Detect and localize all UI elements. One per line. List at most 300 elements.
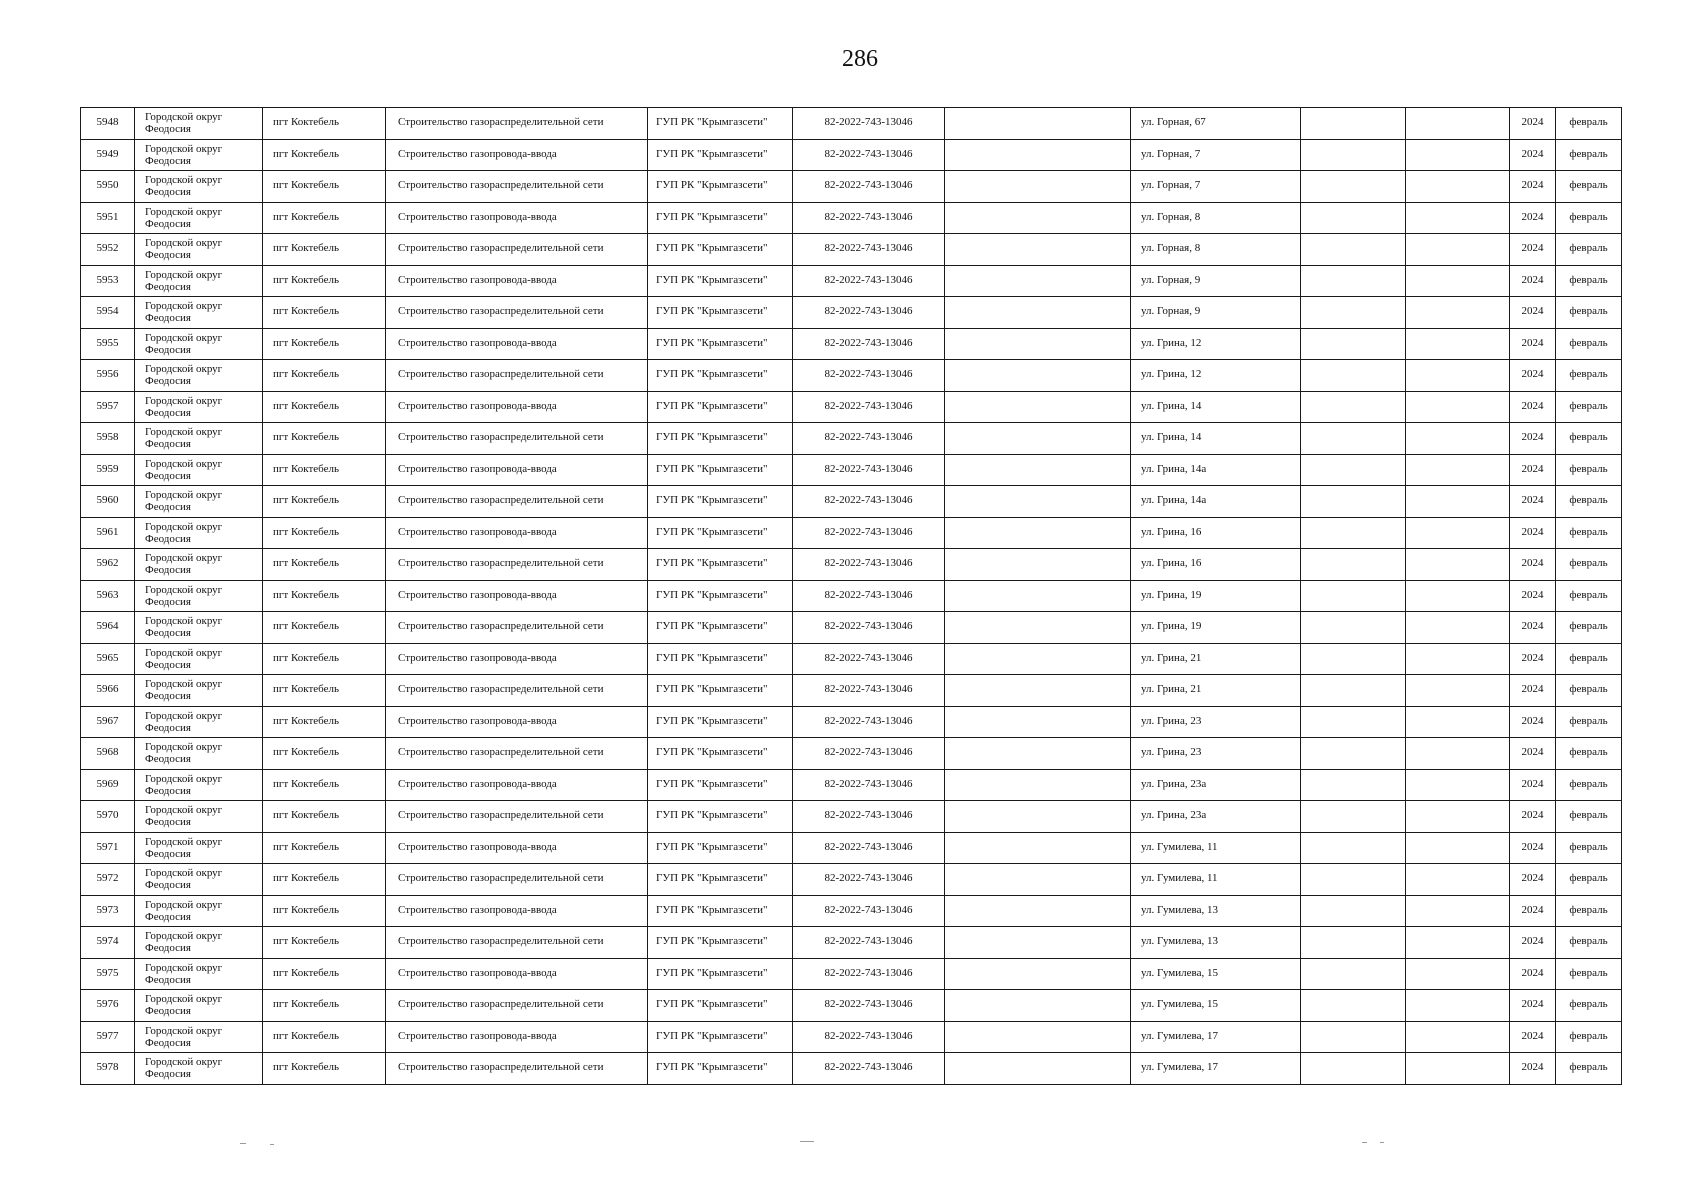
empty-cell (1301, 990, 1406, 1022)
district-cell: Городской округ Феодосия (135, 1021, 263, 1053)
district-cell: Городской округ Феодосия (135, 139, 263, 171)
work-type-cell: Строительство газопровода-ввода (386, 202, 648, 234)
address-cell: ул. Горная, 9 (1131, 265, 1301, 297)
district-cell: Городской округ Феодосия (135, 486, 263, 518)
empty-cell (1301, 643, 1406, 675)
table-row (81, 391, 1622, 423)
year-cell: 2024 (1510, 108, 1556, 140)
empty-cell (945, 265, 1131, 297)
row-number: 5951 (81, 202, 135, 234)
table-row (81, 171, 1622, 203)
program-code-cell: 82-2022-743-13046 (793, 265, 945, 297)
work-type-cell: Строительство газораспределительной сети (386, 234, 648, 266)
work-type-cell: Строительство газораспределительной сети (386, 864, 648, 896)
empty-cell (1406, 958, 1510, 990)
organization-cell: ГУП РК "Крымгазсети" (648, 738, 793, 770)
address-cell: ул. Гумилева, 17 (1131, 1021, 1301, 1053)
empty-cell (1301, 738, 1406, 770)
organization-cell: ГУП РК "Крымгазсети" (648, 801, 793, 833)
organization-cell: ГУП РК "Крымгазсети" (648, 234, 793, 266)
program-code-cell: 82-2022-743-13046 (793, 454, 945, 486)
empty-cell (945, 139, 1131, 171)
program-code-cell: 82-2022-743-13046 (793, 958, 945, 990)
year-cell: 2024 (1510, 454, 1556, 486)
work-type-cell: Строительство газораспределительной сети (386, 171, 648, 203)
table-row (81, 1021, 1622, 1053)
district-cell: Городской округ Феодосия (135, 927, 263, 959)
month-cell: февраль (1556, 486, 1622, 518)
organization-cell: ГУП РК "Крымгазсети" (648, 202, 793, 234)
scan-artifact (1380, 1142, 1384, 1143)
year-cell: 2024 (1510, 895, 1556, 927)
empty-cell (1301, 454, 1406, 486)
row-number: 5969 (81, 769, 135, 801)
address-cell: ул. Грина, 21 (1131, 675, 1301, 707)
work-type-cell: Строительство газопровода-ввода (386, 139, 648, 171)
empty-cell (1406, 738, 1510, 770)
district-cell: Городской округ Феодосия (135, 801, 263, 833)
district-cell: Городской округ Феодосия (135, 895, 263, 927)
organization-cell: ГУП РК "Крымгазсети" (648, 391, 793, 423)
empty-cell (1301, 108, 1406, 140)
row-number: 5964 (81, 612, 135, 644)
organization-cell: ГУП РК "Крымгазсети" (648, 675, 793, 707)
organization-cell: ГУП РК "Крымгазсети" (648, 108, 793, 140)
empty-cell (945, 1021, 1131, 1053)
year-cell: 2024 (1510, 265, 1556, 297)
table-row (81, 895, 1622, 927)
year-cell: 2024 (1510, 927, 1556, 959)
row-number: 5955 (81, 328, 135, 360)
empty-cell (945, 769, 1131, 801)
district-cell: Городской округ Феодосия (135, 454, 263, 486)
empty-cell (1406, 297, 1510, 329)
program-code-cell: 82-2022-743-13046 (793, 1053, 945, 1085)
empty-cell (945, 108, 1131, 140)
empty-cell (1301, 801, 1406, 833)
organization-cell: ГУП РК "Крымгазсети" (648, 1053, 793, 1085)
year-cell: 2024 (1510, 612, 1556, 644)
district-cell: Городской округ Феодосия (135, 297, 263, 329)
empty-cell (1301, 864, 1406, 896)
work-type-cell: Строительство газопровода-ввода (386, 391, 648, 423)
work-type-cell: Строительство газораспределительной сети (386, 927, 648, 959)
month-cell: февраль (1556, 895, 1622, 927)
address-cell: ул. Горная, 8 (1131, 202, 1301, 234)
settlement-cell: пгт Коктебель (263, 202, 386, 234)
row-number: 5965 (81, 643, 135, 675)
organization-cell: ГУП РК "Крымгазсети" (648, 517, 793, 549)
empty-cell (1301, 202, 1406, 234)
month-cell: февраль (1556, 139, 1622, 171)
empty-cell (945, 328, 1131, 360)
year-cell: 2024 (1510, 391, 1556, 423)
year-cell: 2024 (1510, 1021, 1556, 1053)
settlement-cell: пгт Коктебель (263, 391, 386, 423)
month-cell: февраль (1556, 990, 1622, 1022)
settlement-cell: пгт Коктебель (263, 864, 386, 896)
address-cell: ул. Горная, 67 (1131, 108, 1301, 140)
scan-artifact (240, 1143, 246, 1144)
empty-cell (1301, 895, 1406, 927)
work-type-cell: Строительство газопровода-ввода (386, 958, 648, 990)
month-cell: февраль (1556, 454, 1622, 486)
month-cell: февраль (1556, 675, 1622, 707)
district-cell: Городской округ Феодосия (135, 612, 263, 644)
empty-cell (1406, 549, 1510, 581)
organization-cell: ГУП РК "Крымгазсети" (648, 769, 793, 801)
empty-cell (1406, 927, 1510, 959)
address-cell: ул. Гумилева, 13 (1131, 895, 1301, 927)
month-cell: февраль (1556, 108, 1622, 140)
year-cell: 2024 (1510, 832, 1556, 864)
empty-cell (1406, 990, 1510, 1022)
empty-cell (945, 864, 1131, 896)
table-body (81, 108, 1622, 1085)
work-type-cell: Строительство газопровода-ввода (386, 454, 648, 486)
month-cell: февраль (1556, 360, 1622, 392)
address-cell: ул. Гумилева, 11 (1131, 864, 1301, 896)
settlement-cell: пгт Коктебель (263, 423, 386, 455)
program-code-cell: 82-2022-743-13046 (793, 675, 945, 707)
month-cell: февраль (1556, 832, 1622, 864)
row-number: 5949 (81, 139, 135, 171)
empty-cell (1406, 360, 1510, 392)
empty-cell (1406, 864, 1510, 896)
empty-cell (1406, 328, 1510, 360)
work-type-cell: Строительство газораспределительной сети (386, 108, 648, 140)
settlement-cell: пгт Коктебель (263, 580, 386, 612)
address-cell: ул. Грина, 19 (1131, 580, 1301, 612)
organization-cell: ГУП РК "Крымгазсети" (648, 423, 793, 455)
empty-cell (1301, 171, 1406, 203)
row-number: 5963 (81, 580, 135, 612)
empty-cell (945, 360, 1131, 392)
work-type-cell: Строительство газораспределительной сети (386, 360, 648, 392)
row-number: 5970 (81, 801, 135, 833)
empty-cell (1301, 1053, 1406, 1085)
organization-cell: ГУП РК "Крымгазсети" (648, 990, 793, 1022)
settlement-cell: пгт Коктебель (263, 297, 386, 329)
row-number: 5972 (81, 864, 135, 896)
district-cell: Городской округ Феодосия (135, 864, 263, 896)
settlement-cell: пгт Коктебель (263, 1053, 386, 1085)
work-type-cell: Строительство газораспределительной сети (386, 738, 648, 770)
organization-cell: ГУП РК "Крымгазсети" (648, 139, 793, 171)
empty-cell (1301, 265, 1406, 297)
page-number: 286 (842, 46, 878, 72)
month-cell: февраль (1556, 328, 1622, 360)
district-cell: Городской округ Феодосия (135, 549, 263, 581)
settlement-cell: пгт Коктебель (263, 454, 386, 486)
year-cell: 2024 (1510, 738, 1556, 770)
work-type-cell: Строительство газопровода-ввода (386, 706, 648, 738)
address-cell: ул. Грина, 12 (1131, 328, 1301, 360)
address-cell: ул. Гумилева, 15 (1131, 990, 1301, 1022)
district-cell: Городской округ Феодосия (135, 675, 263, 707)
program-code-cell: 82-2022-743-13046 (793, 580, 945, 612)
district-cell: Городской округ Феодосия (135, 234, 263, 266)
month-cell: февраль (1556, 423, 1622, 455)
settlement-cell: пгт Коктебель (263, 769, 386, 801)
year-cell: 2024 (1510, 549, 1556, 581)
organization-cell: ГУП РК "Крымгазсети" (648, 1021, 793, 1053)
table-row (81, 958, 1622, 990)
month-cell: февраль (1556, 927, 1622, 959)
empty-cell (1406, 486, 1510, 518)
address-cell: ул. Гумилева, 15 (1131, 958, 1301, 990)
table-row (81, 769, 1622, 801)
work-type-cell: Строительство газопровода-ввода (386, 580, 648, 612)
table-row (81, 927, 1622, 959)
table-row (81, 265, 1622, 297)
empty-cell (1406, 1021, 1510, 1053)
empty-cell (945, 171, 1131, 203)
organization-cell: ГУП РК "Крымгазсети" (648, 171, 793, 203)
organization-cell: ГУП РК "Крымгазсети" (648, 864, 793, 896)
year-cell: 2024 (1510, 486, 1556, 518)
program-code-cell: 82-2022-743-13046 (793, 360, 945, 392)
table-row (81, 108, 1622, 140)
empty-cell (1301, 1021, 1406, 1053)
settlement-cell: пгт Коктебель (263, 927, 386, 959)
address-cell: ул. Горная, 7 (1131, 171, 1301, 203)
work-type-cell: Строительство газопровода-ввода (386, 643, 648, 675)
row-number: 5962 (81, 549, 135, 581)
empty-cell (945, 391, 1131, 423)
empty-cell (1406, 832, 1510, 864)
program-code-cell: 82-2022-743-13046 (793, 517, 945, 549)
table-row (81, 549, 1622, 581)
work-type-cell: Строительство газопровода-ввода (386, 832, 648, 864)
organization-cell: ГУП РК "Крымгазсети" (648, 486, 793, 518)
empty-cell (1406, 769, 1510, 801)
address-cell: ул. Горная, 9 (1131, 297, 1301, 329)
work-type-cell: Строительство газопровода-ввода (386, 895, 648, 927)
organization-cell: ГУП РК "Крымгазсети" (648, 927, 793, 959)
month-cell: февраль (1556, 265, 1622, 297)
address-cell: ул. Грина, 23 (1131, 738, 1301, 770)
year-cell: 2024 (1510, 801, 1556, 833)
organization-cell: ГУП РК "Крымгазсети" (648, 265, 793, 297)
program-code-cell: 82-2022-743-13046 (793, 643, 945, 675)
empty-cell (1301, 328, 1406, 360)
empty-cell (1301, 517, 1406, 549)
month-cell: февраль (1556, 297, 1622, 329)
district-cell: Городской округ Феодосия (135, 171, 263, 203)
work-type-cell: Строительство газораспределительной сети (386, 675, 648, 707)
month-cell: февраль (1556, 234, 1622, 266)
settlement-cell: пгт Коктебель (263, 675, 386, 707)
district-cell: Городской округ Феодосия (135, 202, 263, 234)
organization-cell: ГУП РК "Крымгазсети" (648, 328, 793, 360)
year-cell: 2024 (1510, 297, 1556, 329)
empty-cell (1301, 706, 1406, 738)
program-code-cell: 82-2022-743-13046 (793, 234, 945, 266)
table-row (81, 612, 1622, 644)
month-cell: февраль (1556, 549, 1622, 581)
year-cell: 2024 (1510, 769, 1556, 801)
address-cell: ул. Грина, 19 (1131, 612, 1301, 644)
district-cell: Городской округ Феодосия (135, 328, 263, 360)
work-type-cell: Строительство газораспределительной сети (386, 801, 648, 833)
month-cell: февраль (1556, 738, 1622, 770)
row-number: 5957 (81, 391, 135, 423)
settlement-cell: пгт Коктебель (263, 139, 386, 171)
empty-cell (1406, 108, 1510, 140)
month-cell: февраль (1556, 769, 1622, 801)
table-row (81, 1053, 1622, 1085)
district-cell: Городской округ Феодосия (135, 580, 263, 612)
empty-cell (1301, 549, 1406, 581)
scan-artifact (270, 1144, 274, 1145)
settlement-cell: пгт Коктебель (263, 486, 386, 518)
empty-cell (1301, 958, 1406, 990)
table-row (81, 580, 1622, 612)
empty-cell (945, 1053, 1131, 1085)
table-row (81, 202, 1622, 234)
address-cell: ул. Грина, 16 (1131, 517, 1301, 549)
empty-cell (1301, 832, 1406, 864)
empty-cell (1301, 234, 1406, 266)
year-cell: 2024 (1510, 517, 1556, 549)
year-cell: 2024 (1510, 202, 1556, 234)
month-cell: февраль (1556, 801, 1622, 833)
row-number: 5960 (81, 486, 135, 518)
empty-cell (1301, 486, 1406, 518)
district-cell: Городской округ Феодосия (135, 360, 263, 392)
empty-cell (945, 706, 1131, 738)
settlement-cell: пгт Коктебель (263, 360, 386, 392)
organization-cell: ГУП РК "Крымгазсети" (648, 360, 793, 392)
row-number: 5956 (81, 360, 135, 392)
work-type-cell: Строительство газораспределительной сети (386, 423, 648, 455)
empty-cell (1406, 391, 1510, 423)
work-type-cell: Строительство газопровода-ввода (386, 265, 648, 297)
address-cell: ул. Грина, 23а (1131, 769, 1301, 801)
month-cell: февраль (1556, 643, 1622, 675)
table-row (81, 675, 1622, 707)
work-type-cell: Строительство газопровода-ввода (386, 517, 648, 549)
settlement-cell: пгт Коктебель (263, 171, 386, 203)
empty-cell (945, 927, 1131, 959)
address-cell: ул. Горная, 7 (1131, 139, 1301, 171)
table-row (81, 423, 1622, 455)
program-code-cell: 82-2022-743-13046 (793, 864, 945, 896)
program-code-cell: 82-2022-743-13046 (793, 927, 945, 959)
program-code-cell: 82-2022-743-13046 (793, 486, 945, 518)
year-cell: 2024 (1510, 1053, 1556, 1085)
district-cell: Городской округ Феодосия (135, 990, 263, 1022)
table-row (81, 738, 1622, 770)
address-cell: ул. Грина, 21 (1131, 643, 1301, 675)
year-cell: 2024 (1510, 423, 1556, 455)
table-row (81, 328, 1622, 360)
year-cell: 2024 (1510, 958, 1556, 990)
table-row (81, 454, 1622, 486)
scan-artifact (1362, 1142, 1367, 1143)
row-number: 5971 (81, 832, 135, 864)
empty-cell (945, 234, 1131, 266)
empty-cell (945, 580, 1131, 612)
work-type-cell: Строительство газораспределительной сети (386, 990, 648, 1022)
month-cell: февраль (1556, 580, 1622, 612)
empty-cell (1406, 517, 1510, 549)
month-cell: февраль (1556, 1053, 1622, 1085)
row-number: 5967 (81, 706, 135, 738)
program-code-cell: 82-2022-743-13046 (793, 990, 945, 1022)
empty-cell (1406, 612, 1510, 644)
empty-cell (945, 801, 1131, 833)
address-cell: ул. Грина, 14 (1131, 391, 1301, 423)
row-number: 5958 (81, 423, 135, 455)
year-cell: 2024 (1510, 360, 1556, 392)
empty-cell (945, 454, 1131, 486)
district-cell: Городской округ Феодосия (135, 423, 263, 455)
settlement-cell: пгт Коктебель (263, 265, 386, 297)
empty-cell (1301, 769, 1406, 801)
year-cell: 2024 (1510, 990, 1556, 1022)
empty-cell (1406, 895, 1510, 927)
empty-cell (1301, 423, 1406, 455)
district-cell: Городской округ Феодосия (135, 517, 263, 549)
program-code-cell: 82-2022-743-13046 (793, 202, 945, 234)
organization-cell: ГУП РК "Крымгазсети" (648, 297, 793, 329)
empty-cell (945, 297, 1131, 329)
organization-cell: ГУП РК "Крымгазсети" (648, 580, 793, 612)
empty-cell (1406, 423, 1510, 455)
table-row (81, 139, 1622, 171)
empty-cell (1301, 297, 1406, 329)
address-cell: ул. Грина, 14 (1131, 423, 1301, 455)
row-number: 5977 (81, 1021, 135, 1053)
month-cell: февраль (1556, 1021, 1622, 1053)
district-cell: Городской округ Феодосия (135, 108, 263, 140)
row-number: 5975 (81, 958, 135, 990)
year-cell: 2024 (1510, 864, 1556, 896)
work-type-cell: Строительство газопровода-ввода (386, 769, 648, 801)
district-cell: Городской округ Феодосия (135, 391, 263, 423)
table-row (81, 234, 1622, 266)
table-row (81, 643, 1622, 675)
row-number: 5974 (81, 927, 135, 959)
empty-cell (1301, 675, 1406, 707)
month-cell: февраль (1556, 202, 1622, 234)
program-code-cell: 82-2022-743-13046 (793, 1021, 945, 1053)
table-row (81, 297, 1622, 329)
empty-cell (1406, 675, 1510, 707)
program-code-cell: 82-2022-743-13046 (793, 895, 945, 927)
program-code-cell: 82-2022-743-13046 (793, 328, 945, 360)
address-cell: ул. Грина, 14а (1131, 454, 1301, 486)
address-cell: ул. Гумилева, 13 (1131, 927, 1301, 959)
row-number: 5954 (81, 297, 135, 329)
empty-cell (1406, 265, 1510, 297)
settlement-cell: пгт Коктебель (263, 108, 386, 140)
empty-cell (1301, 360, 1406, 392)
organization-cell: ГУП РК "Крымгазсети" (648, 643, 793, 675)
year-cell: 2024 (1510, 675, 1556, 707)
empty-cell (1406, 202, 1510, 234)
district-cell: Городской округ Феодосия (135, 958, 263, 990)
work-type-cell: Строительство газораспределительной сети (386, 297, 648, 329)
month-cell: февраль (1556, 864, 1622, 896)
empty-cell (1301, 580, 1406, 612)
district-cell: Городской округ Феодосия (135, 643, 263, 675)
program-code-cell: 82-2022-743-13046 (793, 108, 945, 140)
empty-cell (1406, 1053, 1510, 1085)
program-code-cell: 82-2022-743-13046 (793, 549, 945, 581)
